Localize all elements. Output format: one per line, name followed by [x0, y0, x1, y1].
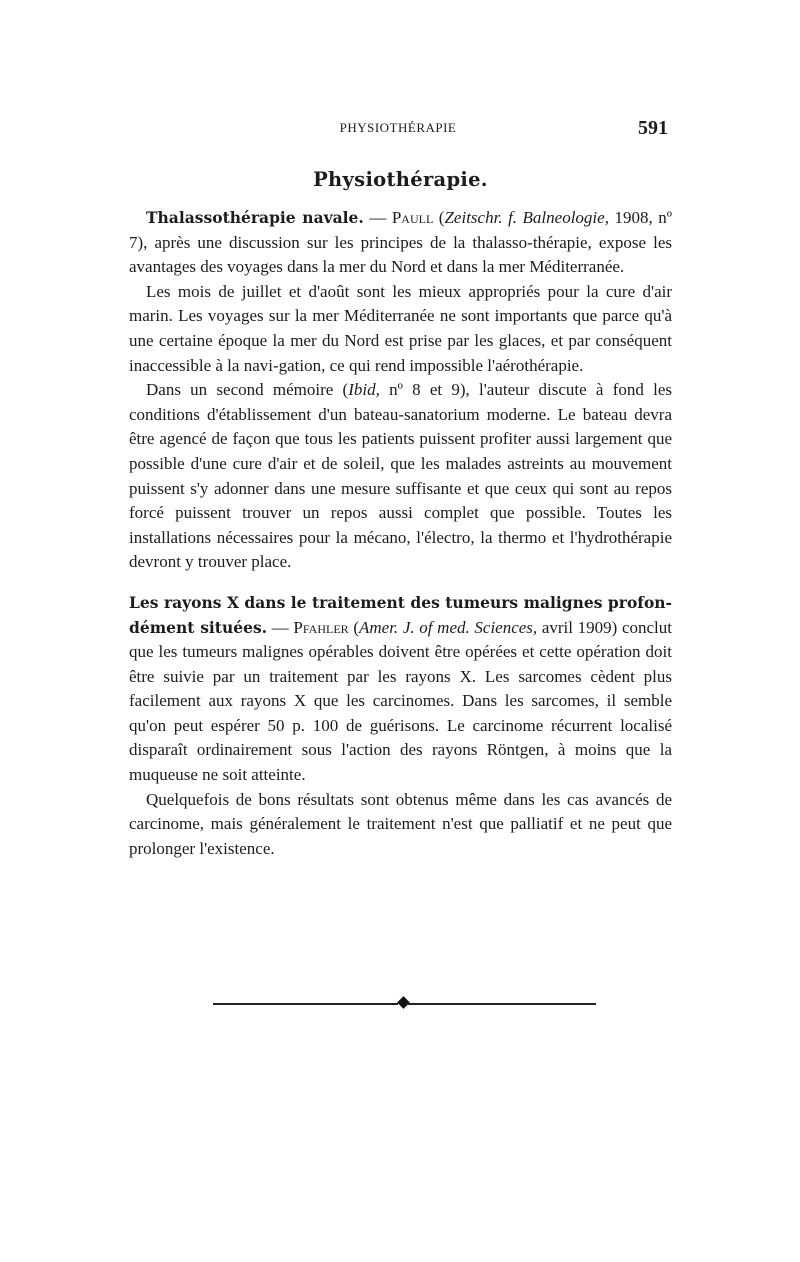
ornament-line-left: [213, 1003, 398, 1005]
article-lead-paragraph: [129, 206, 672, 280]
body-paragraph: Les mois de juillet et d'août sont les mieux appropriés pour la cure d'air marin. Les voyages sur la mer Méditerranée ne sont importants que parce qu'à une certaine époque la mer du Nord est prise par les glaces, et par conséquent inaccessible à la navi-gation, ce qui rend impossible l'aérothérapie.: [129, 281, 672, 375]
ornament-line-right: [406, 1003, 596, 1005]
reference-open: (: [348, 617, 359, 637]
running-header: [128, 117, 668, 141]
article-author: Paull: [391, 208, 434, 227]
journal-name: Zeitschr. f. Balneologie,: [444, 208, 609, 227]
title-dash: —: [363, 208, 392, 227]
ibid-reference: Ibid,: [348, 380, 380, 400]
article-rayons-x: [129, 591, 672, 862]
page-content: [129, 168, 672, 877]
section-title: Physiothérapie.: [313, 168, 488, 191]
reference-text: avril 1909) conclut que les tumeurs malignes opérables doivent être opérées et cette opération doit être suivie par un traitement par les rayons X. Les sarcomes cèdent plus facilement aux rayons X que les carcinomes. Dans les sarcomes, il semble qu'on peut espérer 50 p. 100 de guérisons. Le carcinome récurrent localisé disparaît ordinairement sous l'action des rayons Röntgen, à moins que la muqueuse ne soit atteinte.: [129, 617, 672, 785]
title-dash: —: [267, 617, 294, 637]
section-end-ornament: [213, 997, 596, 1009]
journal-name: Amer. J. of med. Sciences,: [358, 617, 538, 637]
article-title: Les rayons X dans le traitement des tumeurs malignes profon-dément situées.: [129, 592, 672, 637]
paragraph-text: nº 8 et 9), l'auteur discute à fond les conditions d'établissement d'un bateau-sanatorium moderne. Le bateau devra être agencé de façon que tous les patients puissent profiter aussi largement que possible d'une cure d'air et de soleil, que les malades astreints au mouvement puissent s'y adonner dans une mesure suffisante et que ceux qui sont au repos forcé puissent trouver un repos aussi complet que possible. Toutes les installations nécessaires pour la mécano, l'électro, la thermo et l'hydrothérapie devront y trouver place.: [129, 380, 672, 572]
running-title: PHYSIOTHÉRAPIE: [339, 120, 457, 135]
article-title: Thalassothérapie navale.: [146, 208, 364, 227]
page-number: 591: [638, 117, 668, 139]
reference-open: (: [433, 208, 445, 227]
article-thalassotherapie: [129, 206, 672, 575]
article-author: Pfahler: [293, 617, 349, 637]
paragraph-text: Dans un second mémoire (: [146, 380, 349, 400]
body-paragraph: Quelquefois de bons résultats sont obtenus même dans les cas avancés de carcinome, mais généralement le traitement n'est que palliatif et ne peut que prolonger l'existence.: [129, 789, 672, 858]
reference-text: 1908, nº 7), après une discussion sur les principes de la thalasso-thérapie, expose les avantages des voyages dans la mer du Nord et dans la mer Méditerranée.: [129, 208, 672, 277]
article-lead-paragraph: [129, 591, 672, 788]
body-paragraph: [129, 378, 672, 575]
